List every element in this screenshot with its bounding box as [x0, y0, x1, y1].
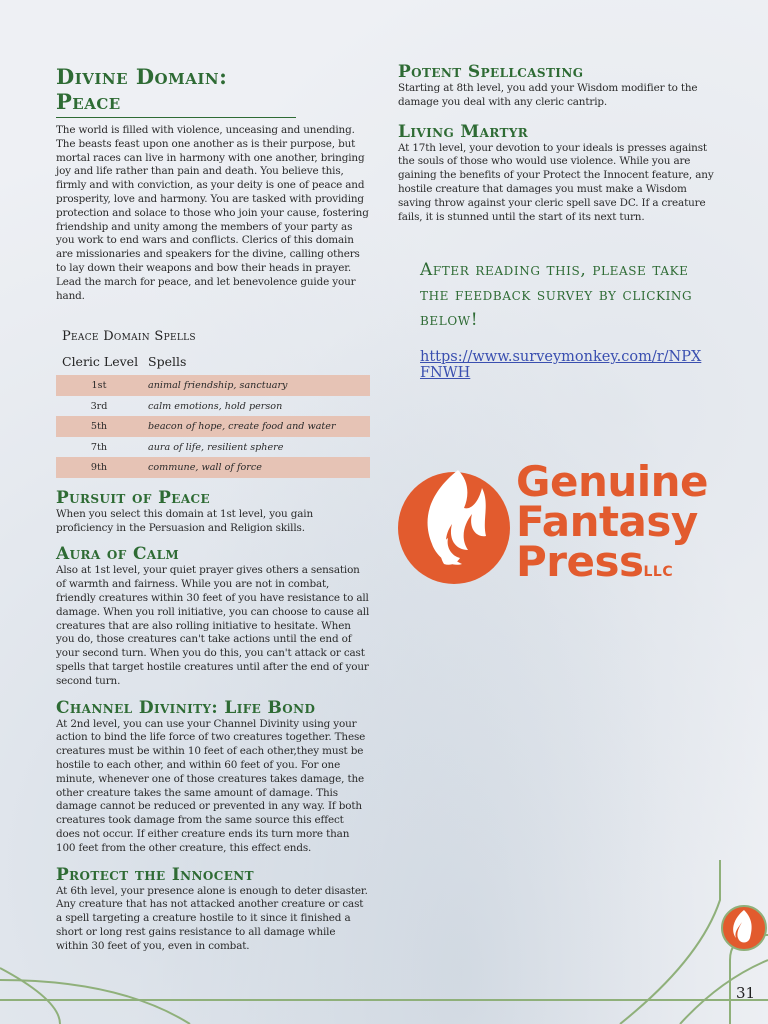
- section-heading: Living Martyr: [398, 121, 529, 142]
- section-text: When you select this domain at 1st level, you gain proficiency in the Persuasion and Religion skills.: [56, 507, 313, 534]
- section-heading: Aura of Calm: [56, 544, 180, 565]
- section-text: At 17th level, your devotion to your ideals is presses against the souls of those who would use violence. While you are gaining the benefits of your Protect the Innocent feature, any hostile creature that damages you must make a Wisdom saving throw against your cleric spell save DC. If a creature fails, it is stunned until the start of its next turn.: [398, 141, 714, 223]
- table-row: [56, 416, 370, 437]
- table-row: [56, 375, 370, 396]
- spell-level: 7th: [90, 441, 108, 453]
- logo-line-2: Fantasy: [516, 497, 698, 546]
- spell-table-title: Peace Domain Spells: [62, 329, 196, 345]
- spell-level: 3rd: [90, 400, 108, 412]
- section-text: Also at 1st level, your quiet prayer gives others a sensation of warmth and fairness. While you are not in combat, friendly creatures within 30 feet of you have resistance to all damage. When you roll initiative, you can choose to cause all creatures that are also rolling initiative to hesitate. When you do, those creatures can't take actions until the end of your second turn. When you do this, you can't attack or cast spells that target hostile creatures until after the end of your second turn.: [56, 564, 370, 687]
- spell-level: 5th: [56, 416, 142, 437]
- section-heading: Potent Spellcasting: [398, 62, 584, 82]
- spell-list: animal friendship, sanctuary: [142, 375, 370, 396]
- logo-llc: LLC: [643, 564, 674, 580]
- survey-link[interactable]: https://www.surveymonkey.com/r/NPXFNWH: [420, 349, 702, 381]
- spell-level: 1st: [56, 375, 142, 396]
- section-living-martyr: [398, 122, 714, 225]
- section-heading: Protect the Innocent: [56, 864, 254, 885]
- section-potent-spellcasting: [398, 62, 714, 110]
- section-pursuit-of-peace: [56, 488, 370, 536]
- publisher-logo: [398, 457, 718, 592]
- header-cleric-level: Cleric Level: [62, 354, 139, 370]
- section-aura-of-calm: [56, 544, 370, 688]
- section-text: Starting at 8th level, you add your Wisdom modifier to the damage you deal with any cleric cantrip.: [398, 82, 698, 108]
- section-heading: Channel Divinity: Life Bond: [56, 697, 316, 718]
- page-number: 31: [736, 984, 756, 1002]
- section-heading: Pursuit of Peace: [56, 487, 211, 508]
- logo-wordmark: [516, 457, 709, 592]
- flame-logo-icon: [398, 464, 510, 592]
- spell-table-header: [56, 352, 370, 375]
- logo-word-press: Press: [516, 537, 644, 586]
- spell-list: aura of life, resilient sphere: [148, 441, 284, 453]
- table-row: [56, 396, 370, 417]
- right-column: [398, 62, 714, 233]
- flame-badge-icon: [720, 900, 768, 956]
- spell-level: 9th: [56, 457, 142, 478]
- section-text: At 6th level, your presence alone is enough to deter disaster. Any creature that has not attacked another creature or cast a spell targeting a creature hostile to it since it finished a short or long rest gains resistance to all damage while within 30 feet of you, even in combat.: [56, 884, 368, 952]
- spell-table: [56, 352, 370, 478]
- left-column: [56, 64, 370, 963]
- page-title: Divine Domain: Peace: [56, 64, 296, 118]
- table-row: [56, 457, 370, 478]
- spell-list: commune, wall of force: [142, 457, 370, 478]
- section-channel-divinity: [56, 698, 370, 856]
- section-protect-the-innocent: [56, 865, 370, 954]
- logo-line-3: [516, 537, 708, 592]
- logo-line-1: Genuine: [516, 457, 709, 506]
- feedback-callout: After reading this, please take the feedback survey by clicking below!: [420, 260, 693, 330]
- intro-paragraph: The world is filled with violence, unceasing and unending. The beasts feast upon one another as is their purpose, but mortal races can live in harmony with one another, bringing joy and life rather than pain and death. You believe this, firmly and with conviction, as your deity is one of peace and prosperity, love and harmony. You are tasked with providing protection and solace to those who join your cause, fostering friendship and unity among the members of your party as you work to end wars and conflicts. Clerics of this domain are missionaries and speakers for the divine, calling others to lay down their weapons and bow their heads in prayer. Lead the march for peace, and let benevolence guide your hand.: [56, 124, 369, 302]
- section-text: At 2nd level, you can use your Channel Divinity using your action to bind the life force of two creatures together. These creatures must be within 10 feet of each other,they must be hostile to each other, and within 60 feet of you. For one minute, whenever one of those creatures takes damage, the other creature takes the same amount of damage. This damage cannot be reduced or prevented in any way. If both creatures took damage from the same source this effect does not occur. If either creature ends its turn more than 100 feet from the other creature, this effect ends.: [56, 717, 366, 854]
- table-row: [56, 437, 370, 458]
- header-spells: Spells: [148, 354, 187, 370]
- spell-list: calm emotions, hold person: [148, 400, 283, 412]
- spell-list: beacon of hope, create food and water: [142, 416, 370, 437]
